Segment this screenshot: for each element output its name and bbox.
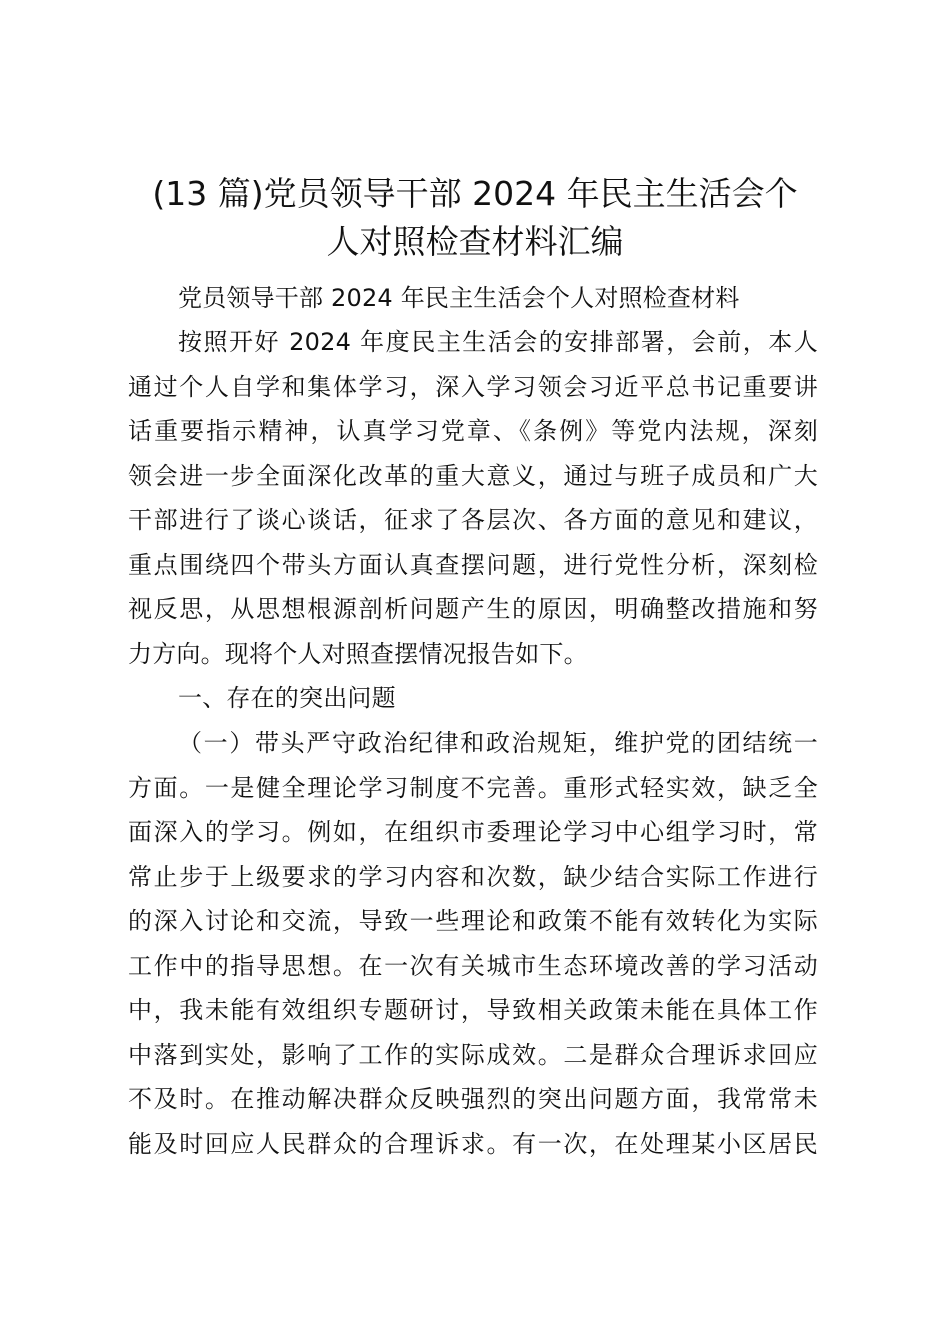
paragraph-line: 方面。一是健全理论学习制度不完善。重形式轻实效，缺乏全: [128, 774, 818, 802]
document-subtitle: 党员领导干部 2024 年民主生活会个人对照检查材料: [178, 284, 740, 312]
title-line: 人对照检查材料汇编: [326, 222, 624, 261]
paragraph-line: 工作中的指导思想。在一次有关城市生态环境改善的学习活动: [128, 952, 818, 980]
paragraph-line: 能及时回应人民群众的合理诉求。有一次，在处理某小区居民: [128, 1130, 818, 1158]
paragraph-line: 视反思，从思想根源剖析问题产生的原因，明确整改措施和努: [128, 595, 818, 623]
paragraph-line: 力方向。现将个人对照查摆情况报告如下。: [128, 640, 588, 668]
paragraph-line: 的深入讨论和交流，导致一些理论和政策不能有效转化为实际: [128, 907, 818, 935]
paragraph-line: 面深入的学习。例如，在组织市委理论学习中心组学习时，常: [128, 818, 818, 846]
paragraph-line: 按照开好 2024 年度民主生活会的安排部署，会前，本人: [178, 328, 818, 356]
paragraph-line: 领会进一步全面深化改革的重大意义，通过与班子成员和广大: [128, 462, 818, 490]
section-heading: 一、存在的突出问题: [178, 684, 396, 712]
paragraph-line: （一）带头严守政治纪律和政治规矩，维护党的团结统一: [178, 729, 818, 757]
paragraph-line: 中落到实处，影响了工作的实际成效。二是群众合理诉求回应: [128, 1041, 818, 1069]
paragraph-line: 干部进行了谈心谈话，征求了各层次、各方面的意见和建议，: [128, 506, 818, 534]
paragraph-line: 通过个人自学和集体学习，深入学习领会习近平总书记重要讲: [128, 373, 818, 401]
paragraph-line: 重点围绕四个带头方面认真查摆问题，进行党性分析，深刻检: [128, 551, 818, 579]
paragraph-line: 中，我未能有效组织专题研讨，导致相关政策未能在具体工作: [128, 996, 818, 1024]
paragraph-line: 话重要指示精神，认真学习党章、《条例》等党内法规，深刻: [128, 417, 818, 445]
title-line: (13 篇)党员领导干部 2024 年民主生活会个: [152, 174, 798, 213]
paragraph-line: 不及时。在推动解决群众反映强烈的突出问题方面，我常常未: [128, 1085, 818, 1113]
paragraph-line: 常止步于上级要求的学习内容和次数，缺少结合实际工作进行: [128, 863, 818, 891]
document-title: [120, 170, 830, 266]
